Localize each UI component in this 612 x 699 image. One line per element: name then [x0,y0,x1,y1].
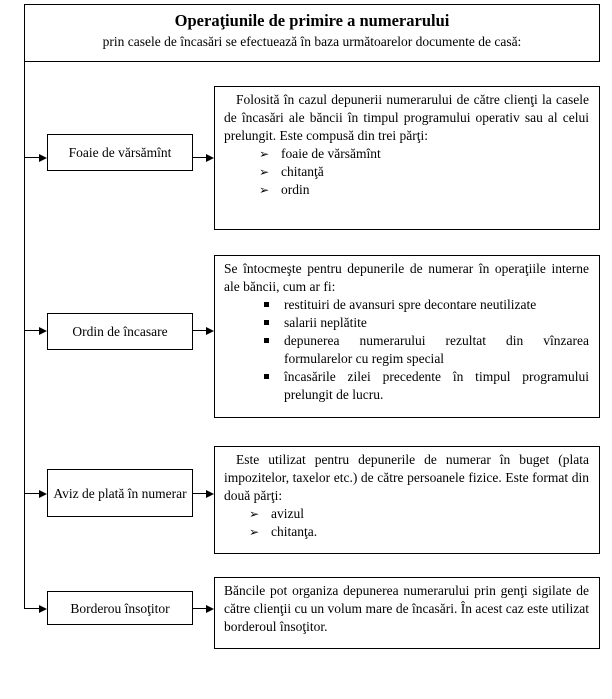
arrowhead [39,605,47,613]
list-item: încasările zilei precedente în timpul programului prelungit de lucru. [258,368,589,404]
document-label-borderou [47,591,193,625]
list-item: ➢ avizul [249,505,589,523]
document-description-borderou [214,577,600,649]
connector-line [193,157,206,158]
description-text: Este utilizat pentru depunerile de numerar în buget (plata impozitelor, taxelor etc.) de către persoanele fizice. Este format din două părţi: [224,452,589,503]
document-description-aviz [214,446,600,554]
arrowhead [39,327,47,335]
operations-list [258,296,589,404]
list-item: depunerea numerarului rezultat din vînzarea formularelor cu regim special [258,332,589,368]
description-text: Băncile pot organiza depunerea numerarului prin genţi sigilate de către clienţii cu un volum mare de încasări. În acest caz este utilizat borderoul însoţitor. [224,583,589,634]
list-item: salarii neplătite [258,314,589,332]
arrowhead [206,490,214,498]
document-label-text: Aviz de plată în numerar [53,485,187,501]
document-label-ordin [47,313,193,350]
connector-line [24,493,39,494]
document-label-text: Ordin de încasare [72,324,168,339]
parts-list [249,505,589,541]
arrowhead [39,154,47,162]
trunk-line [24,62,25,608]
connector-line [24,157,39,158]
connector-line [193,608,206,609]
diagram-title: Operaţiunile de primire a numerarului [174,11,450,30]
connector-line [193,493,206,494]
connector-line [193,330,206,331]
list-item: ➢ chitanţa. [249,523,589,541]
document-label-aviz [47,469,193,517]
arrowhead [206,605,214,613]
connector-line [24,608,39,609]
document-label-text: Borderou însoţitor [70,600,170,616]
diagram-subtitle: prin casele de încasări se efectuează în baza următoarelor documente de casă: [102,34,522,49]
parts-list [259,145,589,199]
document-description-foaie [214,86,600,230]
description-text: Se întocmeşte pentru depunerile de numerar în operaţiile interne ale băncii, cum ar fi: [224,261,589,294]
description-text: Folosită în cazul depunerii numerarului de către clienţi la casele de încasări ale băncii în timpul programului operativ sau al celui prelungit. Este compusă din trei părţi: [224,92,589,143]
arrowhead [206,327,214,335]
document-description-ordin [214,255,600,418]
document-label-foaie [47,134,193,171]
arrowhead [206,154,214,162]
list-item: restituiri de avansuri spre decontare neutilizate [258,296,589,314]
connector-line [24,330,39,331]
arrowhead [39,490,47,498]
list-item: ➢ ordin [259,181,589,199]
list-item: ➢ foaie de vărsămînt [259,145,589,163]
list-item: ➢ chitanţă [259,163,589,181]
document-label-text: Foaie de vărsămînt [68,145,172,160]
diagram-header [24,4,600,62]
